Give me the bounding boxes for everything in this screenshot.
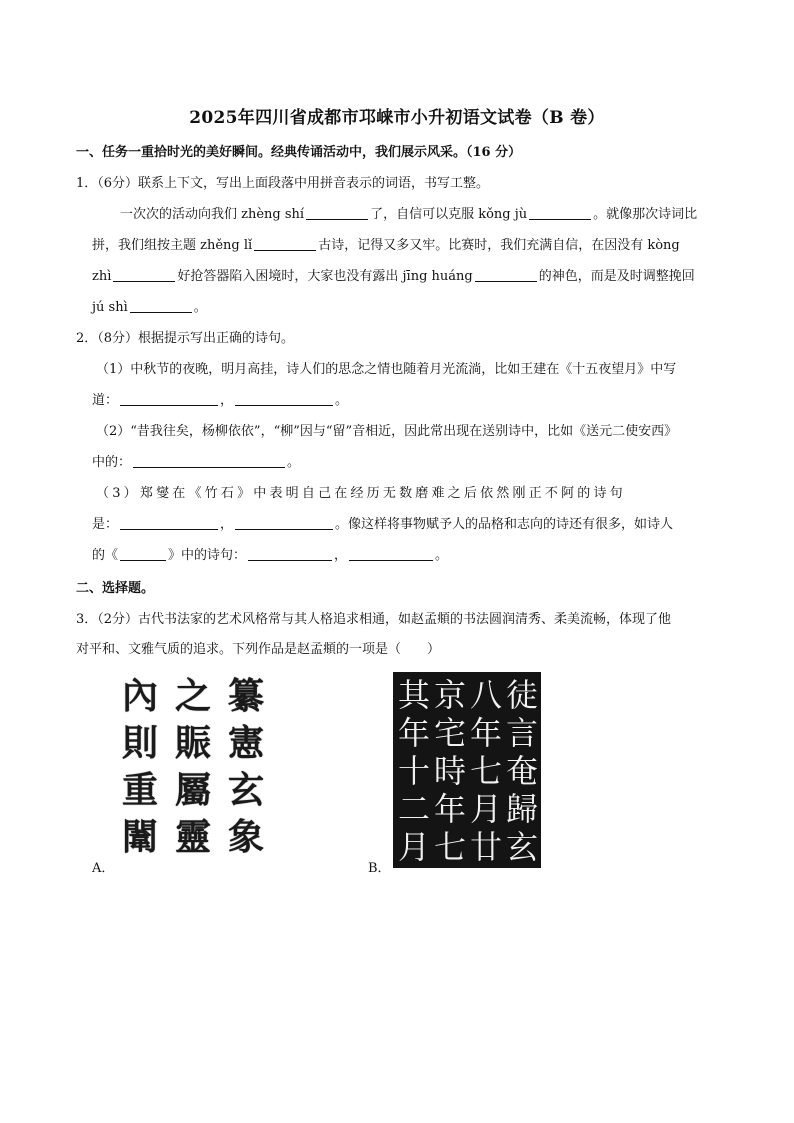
calligraphy-character: 言	[505, 714, 538, 752]
q1-text: 拼，我们组按主题 zhěng lǐ	[92, 238, 253, 253]
calligraphy-character: 宅	[433, 714, 466, 752]
calligraphy-character: 闈	[121, 816, 158, 858]
q2-part-3-answer	[92, 516, 673, 534]
calligraphy-character: 憲	[227, 722, 264, 764]
calligraphy-character: 屬	[174, 769, 211, 811]
q1-text: 。就像那次诗词比	[593, 207, 698, 222]
calligraphy-image-a[interactable]	[115, 672, 273, 868]
q2-part-1: （1）中秋节的夜晚，明月高挂，诗人们的思念之情也随着月光流淌，比如王建在《十五夜望月》中写	[96, 362, 677, 377]
calligraphy-character: 之	[174, 675, 211, 717]
answer-blank[interactable]	[120, 516, 218, 530]
answer-blank[interactable]	[475, 268, 537, 282]
calligraphy-character: 八	[469, 676, 502, 714]
option-b-label[interactable]: B．	[368, 861, 391, 876]
q3-heading: 3．（2分）古代书法家的艺术风格常与其人格追求相通，如赵孟頫的书法圆润清秀、柔美流畅，体现了他	[76, 612, 672, 627]
calligraphy-character: 月	[397, 828, 430, 866]
q2-text: 道：	[92, 393, 119, 408]
q2-text: 。像这样将事物赋予人的品格和志向的诗还有很多，如诗人	[335, 517, 674, 532]
answer-blank[interactable]	[120, 392, 218, 406]
q2-text: 中的：	[92, 455, 132, 470]
q1-line-3	[92, 268, 695, 286]
calligraphy-character: 玄	[505, 828, 538, 866]
q1-text: 一次次的活动向我们 zhèng shí	[120, 207, 305, 222]
calligraphy-character: 奄	[505, 752, 538, 790]
section-2-heading: 二、选择题。	[76, 581, 155, 596]
q2-text: 》中的诗句：	[168, 548, 247, 563]
q2-part-1-answer	[92, 392, 348, 410]
answer-blank[interactable]	[235, 516, 333, 530]
calligraphy-character: 年	[433, 790, 466, 828]
q2-text: 。	[435, 548, 449, 563]
calligraphy-character: 其	[397, 676, 430, 714]
q1-line-1	[120, 206, 697, 224]
section-1-heading: 一、任务一重拾时光的美好瞬间。经典传诵活动中，我们展示风采。（16 分）	[76, 145, 522, 160]
option-a-label[interactable]: A．	[92, 861, 115, 876]
answer-blank[interactable]	[113, 268, 175, 282]
q2-heading: 2．（8分）根据提示写出正确的诗句。	[76, 331, 295, 346]
calligraphy-character: 賑	[174, 722, 211, 764]
calligraphy-character: 歸	[505, 790, 538, 828]
calligraphy-character: 十	[397, 752, 430, 790]
answer-blank[interactable]	[130, 299, 192, 313]
answer-blank[interactable]	[349, 547, 433, 561]
q1-text: 了，自信可以克服 kǒng jù	[370, 207, 528, 222]
q3-heading-2: 对平和、文雅气质的追求。下列作品是赵孟頫的一项是（ ）	[76, 642, 441, 657]
calligraphy-character: 七	[469, 752, 502, 790]
q2-part-2-answer	[92, 454, 300, 472]
answer-blank[interactable]	[120, 547, 166, 561]
calligraphy-character: 纂	[227, 675, 264, 717]
q1-text: 。	[193, 300, 207, 315]
calligraphy-character: 玄	[227, 769, 264, 811]
q2-text: ，	[334, 548, 348, 563]
answer-blank[interactable]	[248, 547, 332, 561]
q2-part-2: （2）“昔我往矣，杨柳依依”，“柳”因与“留”音相近，因此常出现在送别诗中，比如《送元二使安西》	[96, 424, 678, 439]
calligraphy-character: 則	[121, 722, 158, 764]
q1-text: 的神色，而是及时调整挽回	[538, 269, 695, 284]
q1-text: zhì	[92, 269, 112, 284]
q1-text: jú shì	[92, 300, 128, 315]
q1-text: 好抢答器陷入困境时，大家也没有露出 jīng huáng	[177, 269, 473, 284]
q2-part-3: （3）郑燮在《竹石》中表明自己在经历无数磨难之后依然刚正不阿的诗句	[96, 486, 626, 501]
q2-text: ，	[220, 517, 234, 532]
q2-text: 是：	[92, 517, 119, 532]
answer-blank[interactable]	[235, 392, 333, 406]
calligraphy-character: 象	[227, 816, 264, 858]
q2-text: 。	[335, 393, 349, 408]
calligraphy-character: 時	[433, 752, 466, 790]
page-title: 2025年四川省成都市邛崃市小升初语文试卷（B 卷）	[189, 108, 605, 128]
calligraphy-character: 重	[121, 769, 158, 811]
q1-text: 古诗，记得又多又牢。比赛时，我们充满自信，在因没有 kòng	[318, 238, 680, 253]
calligraphy-character: 徒	[505, 676, 538, 714]
calligraphy-character: 年	[469, 714, 502, 752]
calligraphy-character: 七	[433, 828, 466, 866]
answer-blank[interactable]	[133, 454, 285, 468]
q2-text: ，	[220, 393, 234, 408]
calligraphy-character: 月	[469, 790, 502, 828]
answer-blank[interactable]	[306, 206, 368, 220]
q2-part-3-answer-2	[92, 547, 448, 565]
calligraphy-image-b[interactable]	[393, 672, 541, 868]
calligraphy-character: 內	[121, 675, 158, 717]
q1-line-2	[92, 237, 680, 255]
calligraphy-character: 年	[397, 714, 430, 752]
answer-blank[interactable]	[254, 237, 316, 251]
calligraphy-character: 廿	[469, 828, 502, 866]
calligraphy-character: 二	[397, 790, 430, 828]
q2-text: 。	[287, 455, 301, 470]
calligraphy-character: 靈	[174, 816, 211, 858]
q2-text: 的《	[92, 548, 119, 563]
calligraphy-character: 京	[433, 676, 466, 714]
q1-line-4	[92, 299, 207, 317]
q1-heading: 1．（6分）联系上下文，写出上面段落中用拼音表示的词语，书写工整。	[76, 176, 490, 191]
answer-blank[interactable]	[529, 206, 591, 220]
